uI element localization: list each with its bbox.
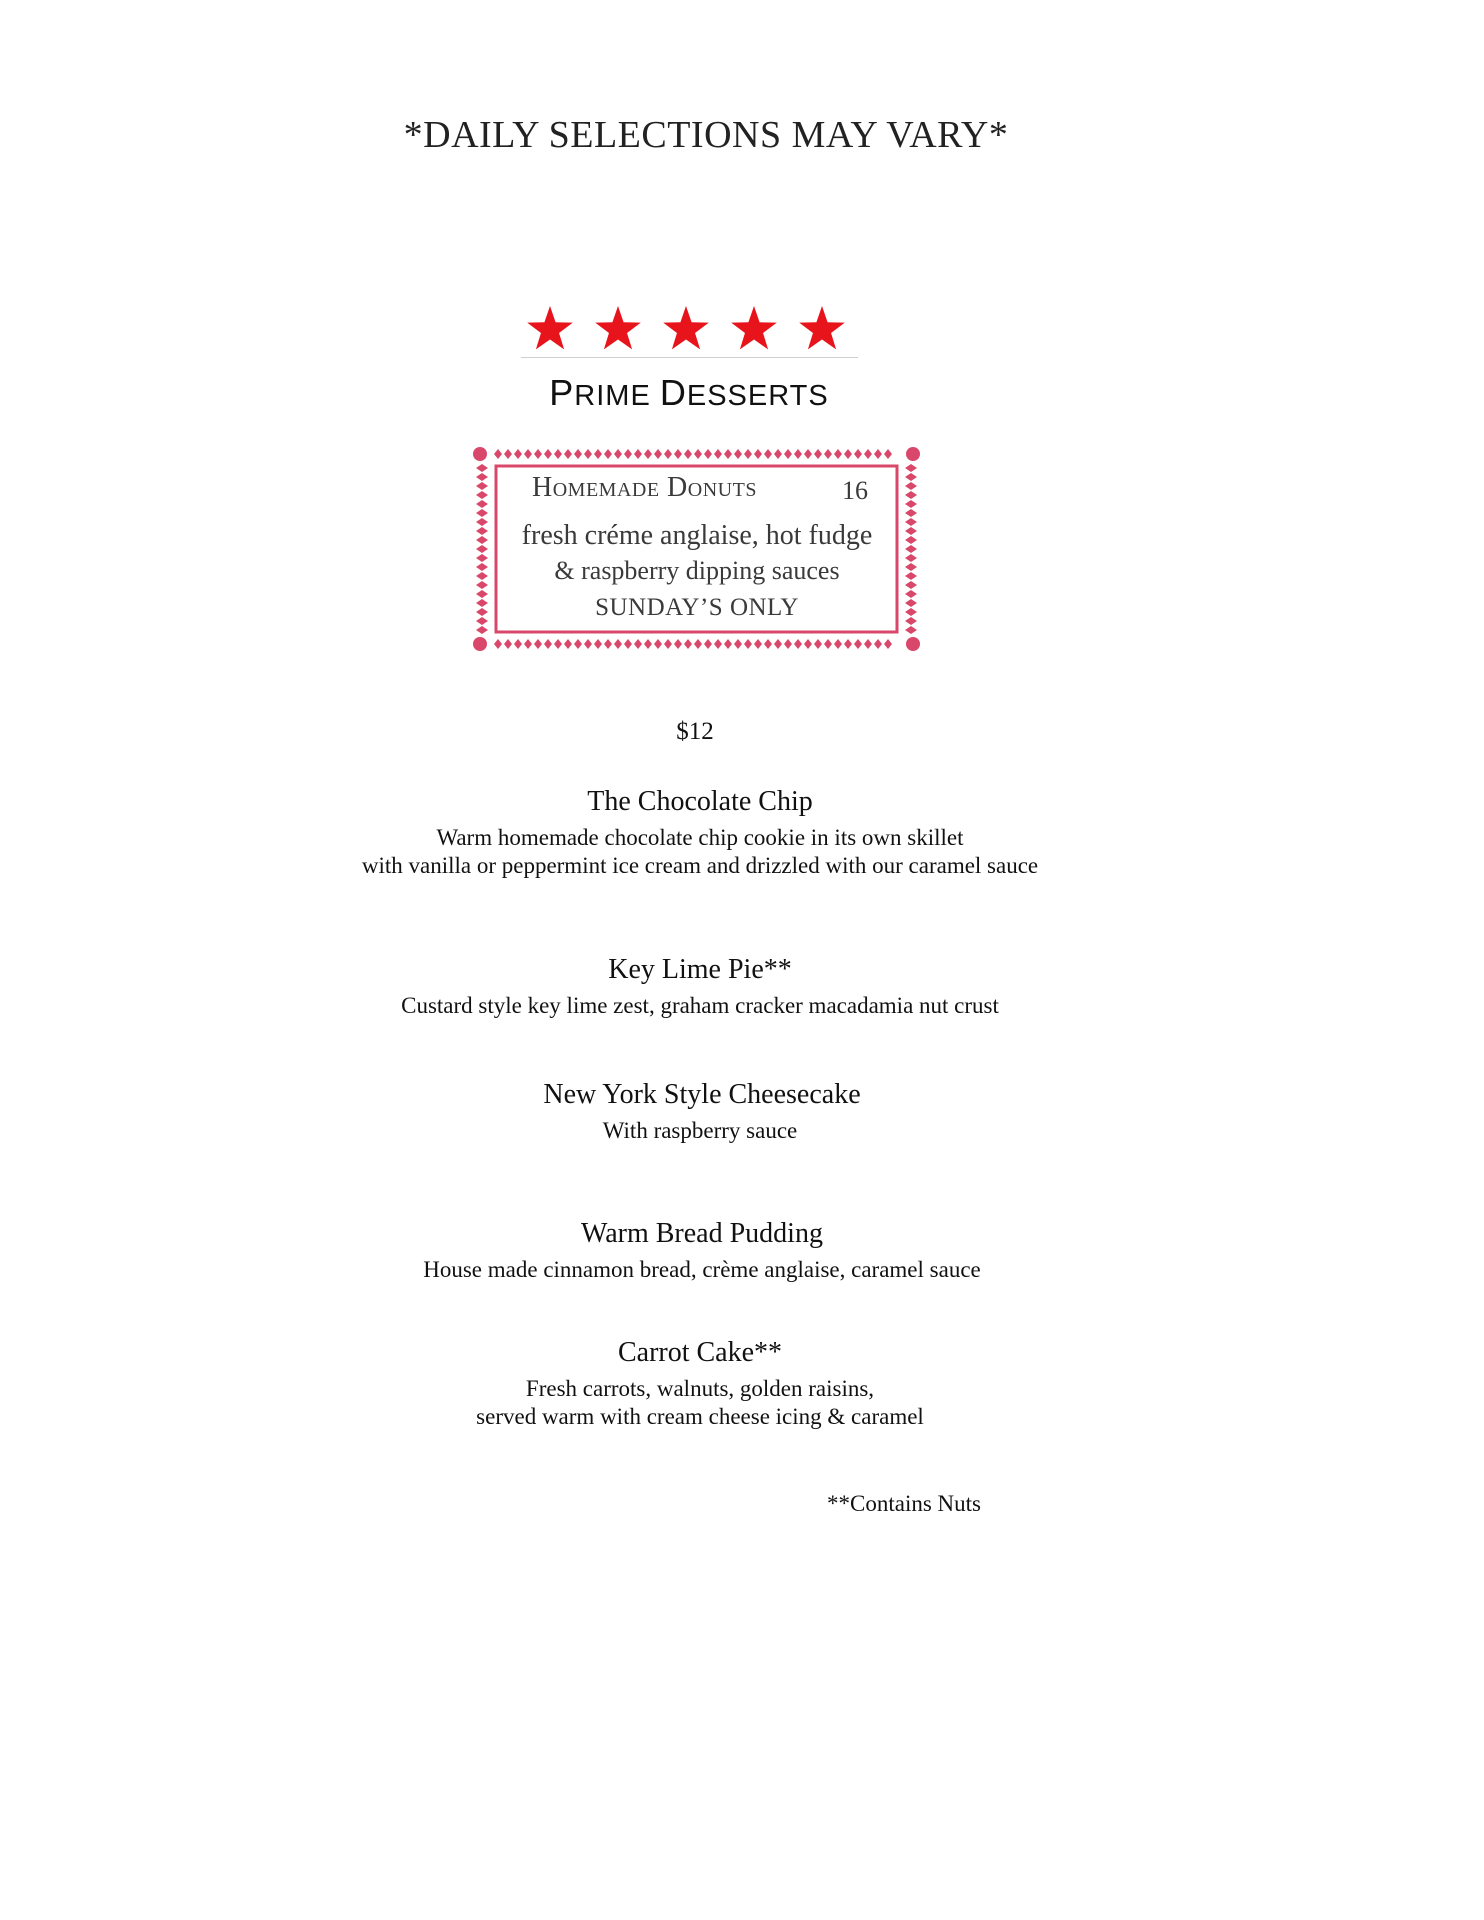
- ornament-leaf: [564, 639, 572, 649]
- ornament-leaf: [574, 449, 582, 459]
- ornament-leaf: [564, 449, 572, 459]
- ornament-leaf: [874, 639, 882, 649]
- ornament-leaf: [504, 639, 512, 649]
- ornament-leaf: [476, 500, 488, 508]
- ornament-leaf: [774, 449, 782, 459]
- ornament-leaf: [654, 449, 662, 459]
- ornament-leaf: [734, 639, 742, 649]
- corner-ornament: [473, 447, 487, 461]
- ornament-leaf: [684, 449, 692, 459]
- star-icon: [799, 306, 845, 349]
- ornament-leaf: [814, 449, 822, 459]
- ornament-leaf: [834, 639, 842, 649]
- ornament-leaf: [524, 639, 532, 649]
- menu-item-description: Custard style key lime zest, graham cracker macadamia nut crust: [401, 993, 999, 1018]
- menu-item-name: Key Lime Pie**: [608, 954, 792, 985]
- ornament-leaf: [674, 449, 682, 459]
- donut-availability-note: SUNDAY’S ONLY: [595, 594, 799, 621]
- dessert-price: $12: [676, 718, 714, 745]
- ornament-leaf: [544, 449, 552, 459]
- ornament-leaf: [784, 449, 792, 459]
- ornament-leaf: [494, 449, 502, 459]
- title-rest-esserts: ESSERTS: [686, 380, 829, 412]
- ornament-leaf: [514, 449, 522, 459]
- ornament-leaf: [824, 449, 832, 459]
- ornament-leaf: [624, 639, 632, 649]
- corner-ornament: [906, 637, 920, 651]
- ornament-leaf: [905, 491, 917, 499]
- donut-description-line-1: fresh créme anglaise, hot fudge: [521, 520, 873, 551]
- ornament-leaf: [884, 449, 892, 459]
- ornament-leaf: [684, 639, 692, 649]
- ornament-leaf: [476, 473, 488, 481]
- ornament-leaf: [594, 449, 602, 459]
- ornament-leaf: [754, 639, 762, 649]
- title-initial-p: P: [549, 372, 575, 413]
- ornament-leaf: [764, 449, 772, 459]
- ornament-leaf: [854, 449, 862, 459]
- ornament-leaf: [644, 449, 652, 459]
- ornament-leaf: [804, 449, 812, 459]
- ornament-leaf: [884, 639, 892, 649]
- section-title-prime-desserts: [520, 372, 858, 414]
- ornament-leaf: [644, 639, 652, 649]
- ornament-leaf: [664, 449, 672, 459]
- ornament-leaf: [905, 464, 917, 472]
- menu-item-name: Carrot Cake**: [617, 1337, 783, 1368]
- menu-item-name: New York Style Cheesecake: [543, 1079, 861, 1110]
- ornament-leaf: [905, 509, 917, 517]
- ornament-leaf: [584, 449, 592, 459]
- donut-description-line-2: & raspberry dipping sauces: [554, 556, 840, 585]
- menu-item-description: Warm homemade chocolate chip cookie in its own skillet: [436, 825, 964, 850]
- ornament-leaf: [504, 449, 512, 459]
- ornament-leaf: [554, 639, 562, 649]
- ornament-leaf: [544, 639, 552, 649]
- star-icon: [595, 306, 641, 349]
- ornament-leaf: [864, 639, 872, 649]
- ornament-leaf: [814, 639, 822, 649]
- ornament-leaf: [534, 449, 542, 459]
- ornament-leaf: [534, 639, 542, 649]
- ornament-leaf: [844, 449, 852, 459]
- title-rest-rime: RIME: [574, 380, 660, 412]
- title-divider: [521, 357, 858, 358]
- ornament-leaf: [494, 639, 502, 649]
- stars-graphic: [520, 300, 850, 360]
- menu-item-description: served warm with cream cheese icing & caramel: [476, 1404, 924, 1429]
- ornament-leaf: [724, 449, 732, 459]
- ornament-leaf: [774, 639, 782, 649]
- ornament-leaf: [594, 639, 602, 649]
- ornament-leaf: [734, 449, 742, 459]
- ornament-leaf: [476, 491, 488, 499]
- ornament-leaf: [654, 639, 662, 649]
- ornament-leaf: [664, 639, 672, 649]
- ornament-leaf: [804, 639, 812, 649]
- ornament-leaf: [614, 449, 622, 459]
- five-star-rating: [520, 300, 850, 360]
- ornament-leaf: [584, 639, 592, 649]
- ornament-leaf: [476, 464, 488, 472]
- ornament-leaf: [784, 639, 792, 649]
- ornament-leaf: [864, 449, 872, 459]
- contains-nuts-footnote: **Contains Nuts: [827, 1491, 981, 1516]
- ornament-leaf: [844, 639, 852, 649]
- corner-ornament: [906, 447, 920, 461]
- ornament-leaf: [514, 639, 522, 649]
- ornament-leaf: [524, 449, 532, 459]
- ornament-leaf: [694, 639, 702, 649]
- ornament-leaf: [674, 639, 682, 649]
- ornament-leaf: [614, 639, 622, 649]
- ornament-leaf: [834, 449, 842, 459]
- ornament-leaf: [905, 473, 917, 481]
- ornament-leaf: [714, 449, 722, 459]
- ornament-leaf: [554, 449, 562, 459]
- ornament-leaf: [476, 626, 488, 634]
- ornament-leaf: [476, 509, 488, 517]
- ornament-leaf: [634, 639, 642, 649]
- ornament-leaf: [754, 449, 762, 459]
- menu-item-name: The Chocolate Chip: [587, 786, 813, 817]
- menu-item-description: With raspberry sauce: [602, 1118, 798, 1143]
- ornament-leaf: [604, 639, 612, 649]
- ornament-leaf: [744, 639, 752, 649]
- ornament-leaf: [476, 482, 488, 490]
- donut-item-name: Homemade Donuts: [532, 472, 757, 503]
- ornament-leaf: [704, 639, 712, 649]
- ornament-leaf: [604, 449, 612, 459]
- featured-donut-box: [472, 446, 921, 652]
- ornament-leaf: [854, 639, 862, 649]
- ornament-leaf: [824, 639, 832, 649]
- ornament-leaf: [634, 449, 642, 459]
- ornament-leaf: [704, 449, 712, 459]
- ornament-leaf: [694, 449, 702, 459]
- menu-item-description: with vanilla or peppermint ice cream and drizzled with our caramel sauce: [361, 853, 1039, 878]
- star-icon: [527, 306, 573, 349]
- ornament-leaf: [724, 639, 732, 649]
- ornament-leaf: [794, 449, 802, 459]
- menu-item-description: House made cinnamon bread, crème anglaise, caramel sauce: [423, 1257, 981, 1282]
- title-initial-d: D: [659, 372, 687, 413]
- ornament-leaf: [574, 639, 582, 649]
- ornament-leaf: [794, 639, 802, 649]
- star-icon: [731, 306, 777, 349]
- ornament-leaf: [744, 449, 752, 459]
- menu-item-description: Fresh carrots, walnuts, golden raisins,: [525, 1376, 875, 1401]
- ornament-leaf: [714, 639, 722, 649]
- daily-selections-note: *DAILY SELECTIONS MAY VARY*: [403, 114, 1009, 156]
- ornament-leaf: [874, 449, 882, 459]
- ornament-leaf: [905, 482, 917, 490]
- corner-ornament: [473, 637, 487, 651]
- ornament-leaf: [905, 500, 917, 508]
- menu-item-name: Warm Bread Pudding: [581, 1218, 823, 1249]
- ornament-leaf: [905, 626, 917, 634]
- ornament-leaf: [624, 449, 632, 459]
- ornament-leaf: [764, 639, 772, 649]
- star-icon: [663, 306, 709, 349]
- donut-price: 16: [842, 476, 868, 505]
